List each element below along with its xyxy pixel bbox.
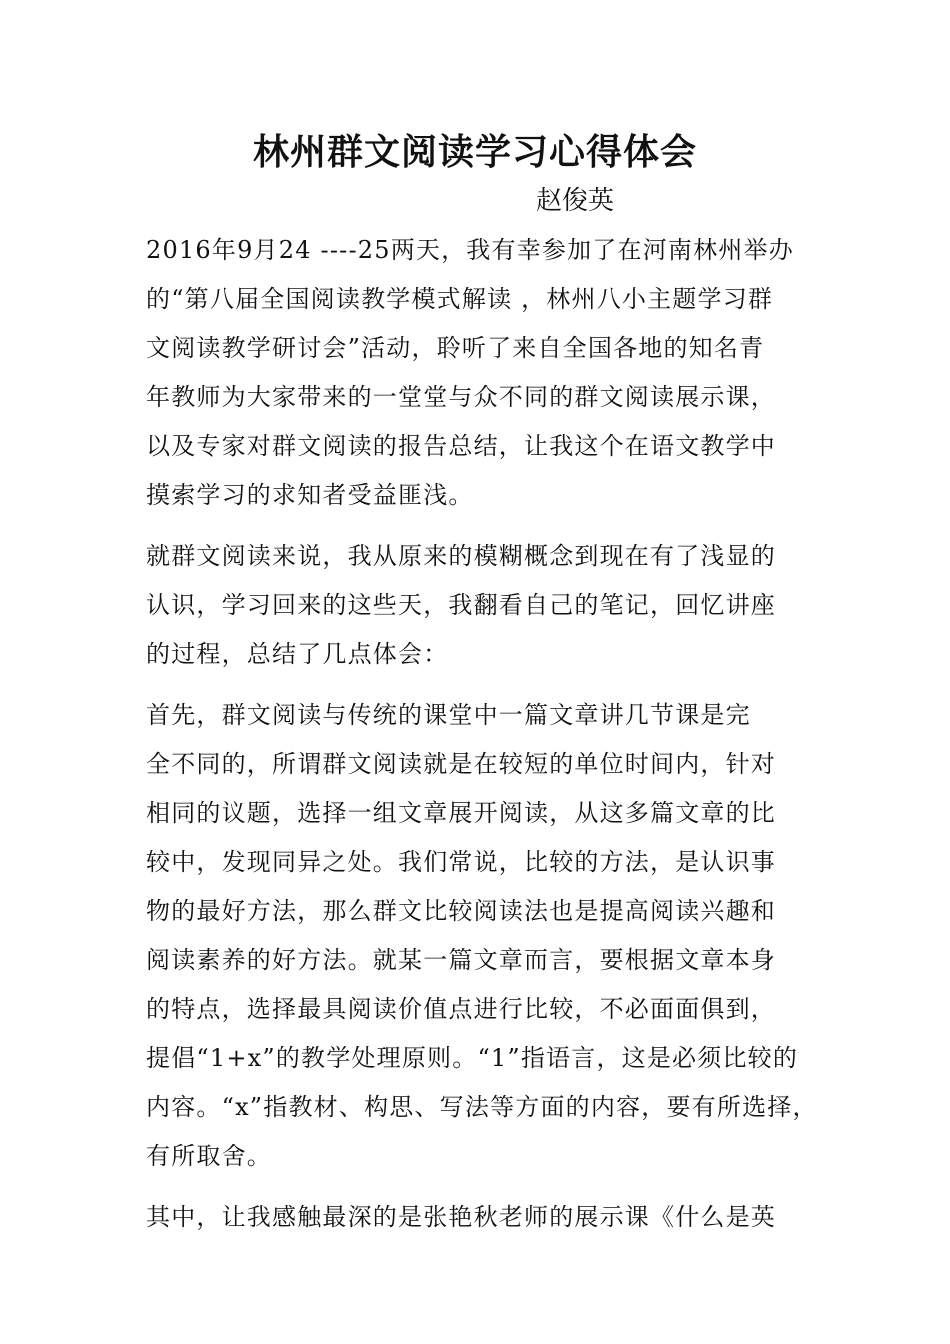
text-line: 相同的议题，选择一组文章展开阅读，从这多篇文章的比 bbox=[146, 799, 776, 827]
paragraph-spacer bbox=[146, 1183, 826, 1195]
text-line: 的过程，总结了几点体会： bbox=[146, 640, 449, 668]
paragraph-spacer bbox=[146, 681, 826, 693]
text-line: 2016年9月24 ----25两天，我有幸参加了在河南林州举办 bbox=[146, 236, 794, 264]
text-line: 年教师为大家带来的一堂堂与众不同的群文阅读展示课， bbox=[146, 383, 776, 411]
text-line: 以及专家对群文阅读的报告总结，让我这个在语文教学中 bbox=[146, 432, 776, 460]
text-line: 文阅读教学研讨会”活动，聆听了来自全国各地的知名青 bbox=[146, 334, 765, 362]
author-name: 赵俊英 bbox=[536, 186, 615, 216]
document-title: 林州群文阅读学习心得体会 bbox=[252, 131, 697, 173]
paragraph bbox=[146, 228, 826, 522]
paragraph bbox=[146, 534, 826, 681]
text-line: 摸索学习的求知者受益匪浅。 bbox=[146, 481, 474, 509]
text-line: 其中，让我感触最深的是张艳秋老师的展示课《什么是英 bbox=[146, 1203, 776, 1231]
text-line: 较中，发现同异之处。我们常说，比较的方法，是认识事 bbox=[146, 848, 776, 876]
paragraph-spacer bbox=[146, 522, 826, 534]
text-line: 全不同的，所谓群文阅读就是在较短的单位时间内，针对 bbox=[146, 750, 776, 778]
document-body bbox=[146, 228, 826, 1244]
text-line: 内容。“x”指教材、构思、写法等方面的内容，要有所选择， bbox=[146, 1093, 818, 1121]
paragraph bbox=[146, 693, 826, 1183]
text-line: 的“第八届全国阅读教学模式解读 ，林州八小主题学习群 bbox=[146, 285, 774, 313]
text-line: 认识，学习回来的这些天，我翻看自己的笔记，回忆讲座 bbox=[146, 591, 776, 619]
text-line: 提倡“1+x”的教学处理原则。“1”指语言，这是必须比较的 bbox=[146, 1044, 799, 1072]
paragraph bbox=[146, 1195, 826, 1244]
text-line: 就群文阅读来说，我从原来的模糊概念到现在有了浅显的 bbox=[146, 542, 776, 570]
text-line: 首先，群文阅读与传统的课堂中一篇文章讲几节课是完 bbox=[146, 701, 751, 729]
text-line: 阅读素养的好方法。就某一篇文章而言，要根据文章本身 bbox=[146, 946, 776, 974]
text-line: 的特点，选择最具阅读价值点进行比较，不必面面俱到， bbox=[146, 995, 776, 1023]
text-line: 物的最好方法，那么群文比较阅读法也是提高阅读兴趣和 bbox=[146, 897, 776, 925]
text-line: 有所取舍。 bbox=[146, 1142, 272, 1170]
